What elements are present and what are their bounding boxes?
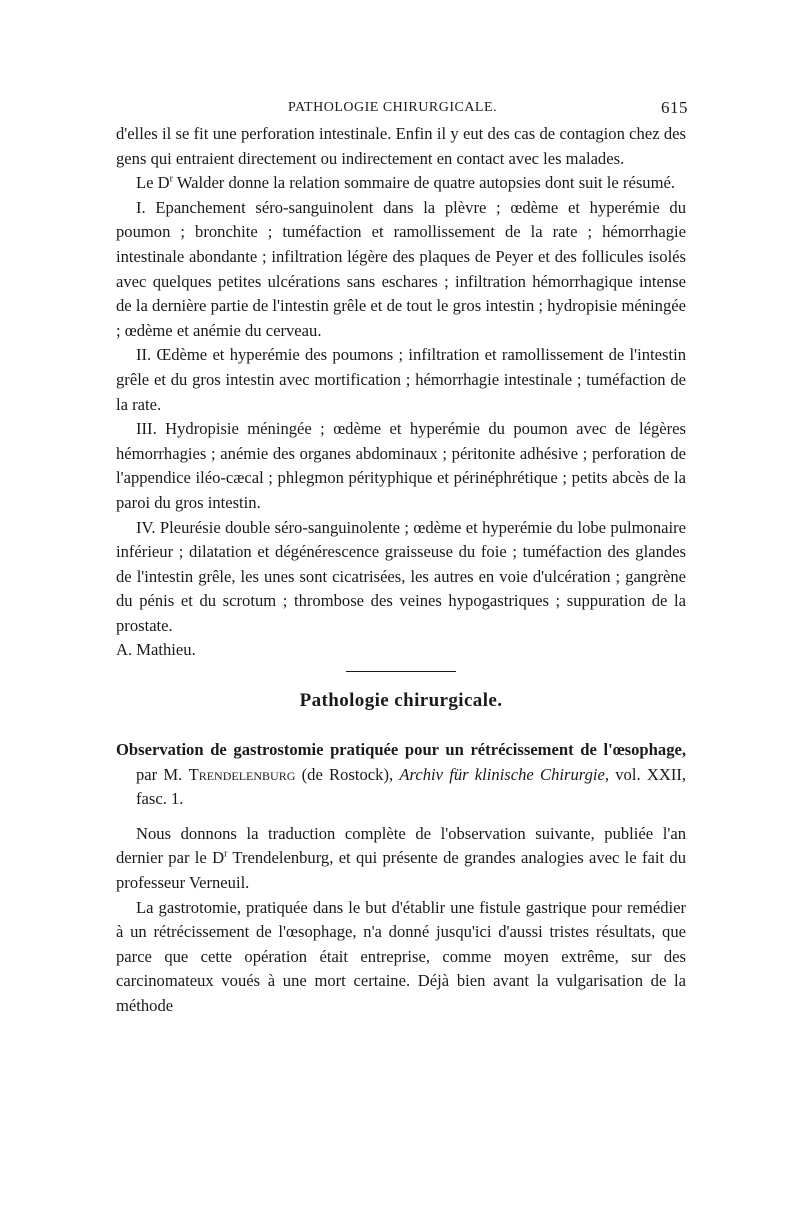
journal-page bbox=[116, 98, 686, 1019]
section-heading: Pathologie chirurgicale. bbox=[299, 690, 503, 712]
autopsy-4: IV. Pleurésie double séro-sanguinolente ; œdème et hyperémie du lobe pulmonaire inférieur ; dilatation et dégénérescence graisseuse du foie ; tuméfaction des glandes de l'intestin grêle, les unes sont cicatrisées, les autres en voie d'ulcération ; gangrène du pénis et du scrotum ; thrombose des veines hypogastriques ; suppuration de la prostate. bbox=[116, 517, 686, 635]
article-title bbox=[116, 738, 686, 812]
doctor-abbrev: Le D bbox=[136, 173, 170, 193]
author-location: (de Rostock), bbox=[295, 764, 400, 784]
autopsy-1: I. Epanchement séro-sanguinolent dans la plèvre ; œdème et hyperémie du poumon ; bronchite ; tuméfaction et ramollissement de la rate ; hémorrhagie intestinale abondante ; infiltration légère des plaques de Peyer et des follicules isolés avec quelques petites ulcérations sans eschares ; infiltration hémorrhagique intense de la dernière partie de l'intestin grêle et de tout le gros intestin ; hydropisie méningée ; œdème et anémie du cerveau. bbox=[116, 197, 686, 340]
journal-citation: , vol. XXII, fasc. 1. bbox=[136, 764, 687, 809]
journal-name: Archiv für klinische Chirurgie bbox=[399, 764, 605, 784]
article-body bbox=[116, 822, 686, 1019]
article-paragraph-2: La gastrotomie, pratiquée dans le but d'établir une fistule gastrique pour remédier à un rétrécissement de l'œsophage, n'a donné jusqu'ici d'aussi tristes résultats, que parce que cette opération était entreprise, comme moyen extrême, sur des carcinomateux voués à une mort certaine. Déjà bien avant la vulgarisation de la méthode bbox=[116, 897, 686, 1015]
doctor-superscript: r bbox=[169, 173, 173, 185]
page-number: 615 bbox=[661, 98, 688, 117]
article-paragraph-1 bbox=[116, 822, 686, 896]
autopsy-3: III. Hydropisie méningée ; œdème et hyperémie du poumon avec de légères hémorrhagies ; anémie des organes abdominaux ; péritonite adhésive ; perforation de l'appendice iléo-cæcal ; phlegmon pérityphique et périnéphrétique ; petits abcès de la paroi du gros intestin. bbox=[116, 419, 686, 512]
page-header bbox=[116, 98, 686, 122]
author-prefix: par M. bbox=[136, 764, 189, 784]
autopsy-2: II. Œdème et hyperémie des poumons ; infiltration et ramollissement de l'intestin grêle et du gros intestin avec mortification ; hémorrhagie intestinale ; tuméfaction de la rate. bbox=[116, 345, 686, 414]
body-text bbox=[116, 122, 686, 663]
paragraph-walder bbox=[116, 171, 686, 196]
article-p1-before: Nous donnons la traduction complète de l'observation suivante, publiée l'an dernier par le D bbox=[116, 823, 686, 868]
article-p1-after: Trendelenburg, et qui présente de grandes analogies avec le fait du professeur Verneuil. bbox=[116, 848, 686, 893]
separator-rule bbox=[346, 671, 456, 672]
signature-line bbox=[116, 638, 686, 663]
running-title: PATHOLOGIE CHIRURGICALE. bbox=[288, 100, 498, 115]
walder-text: Walder donne la relation sommaire de quatre autopsies dont suit le résumé. bbox=[172, 173, 676, 193]
author-signature: A. Mathieu. bbox=[116, 640, 196, 660]
article-p1-superscript: r bbox=[224, 848, 228, 860]
paragraph-continued: d'elles il se fit une perforation intestinale. Enfin il y eut des cas de contagion chez des gens qui entraient directement ou indirectement en contact avec les malades. bbox=[116, 124, 686, 168]
article-author: Trendelenburg bbox=[188, 764, 296, 784]
article-title-text: Observation de gastrostomie pratiquée pour un rétrécissement de l'œsophage, bbox=[116, 740, 686, 760]
